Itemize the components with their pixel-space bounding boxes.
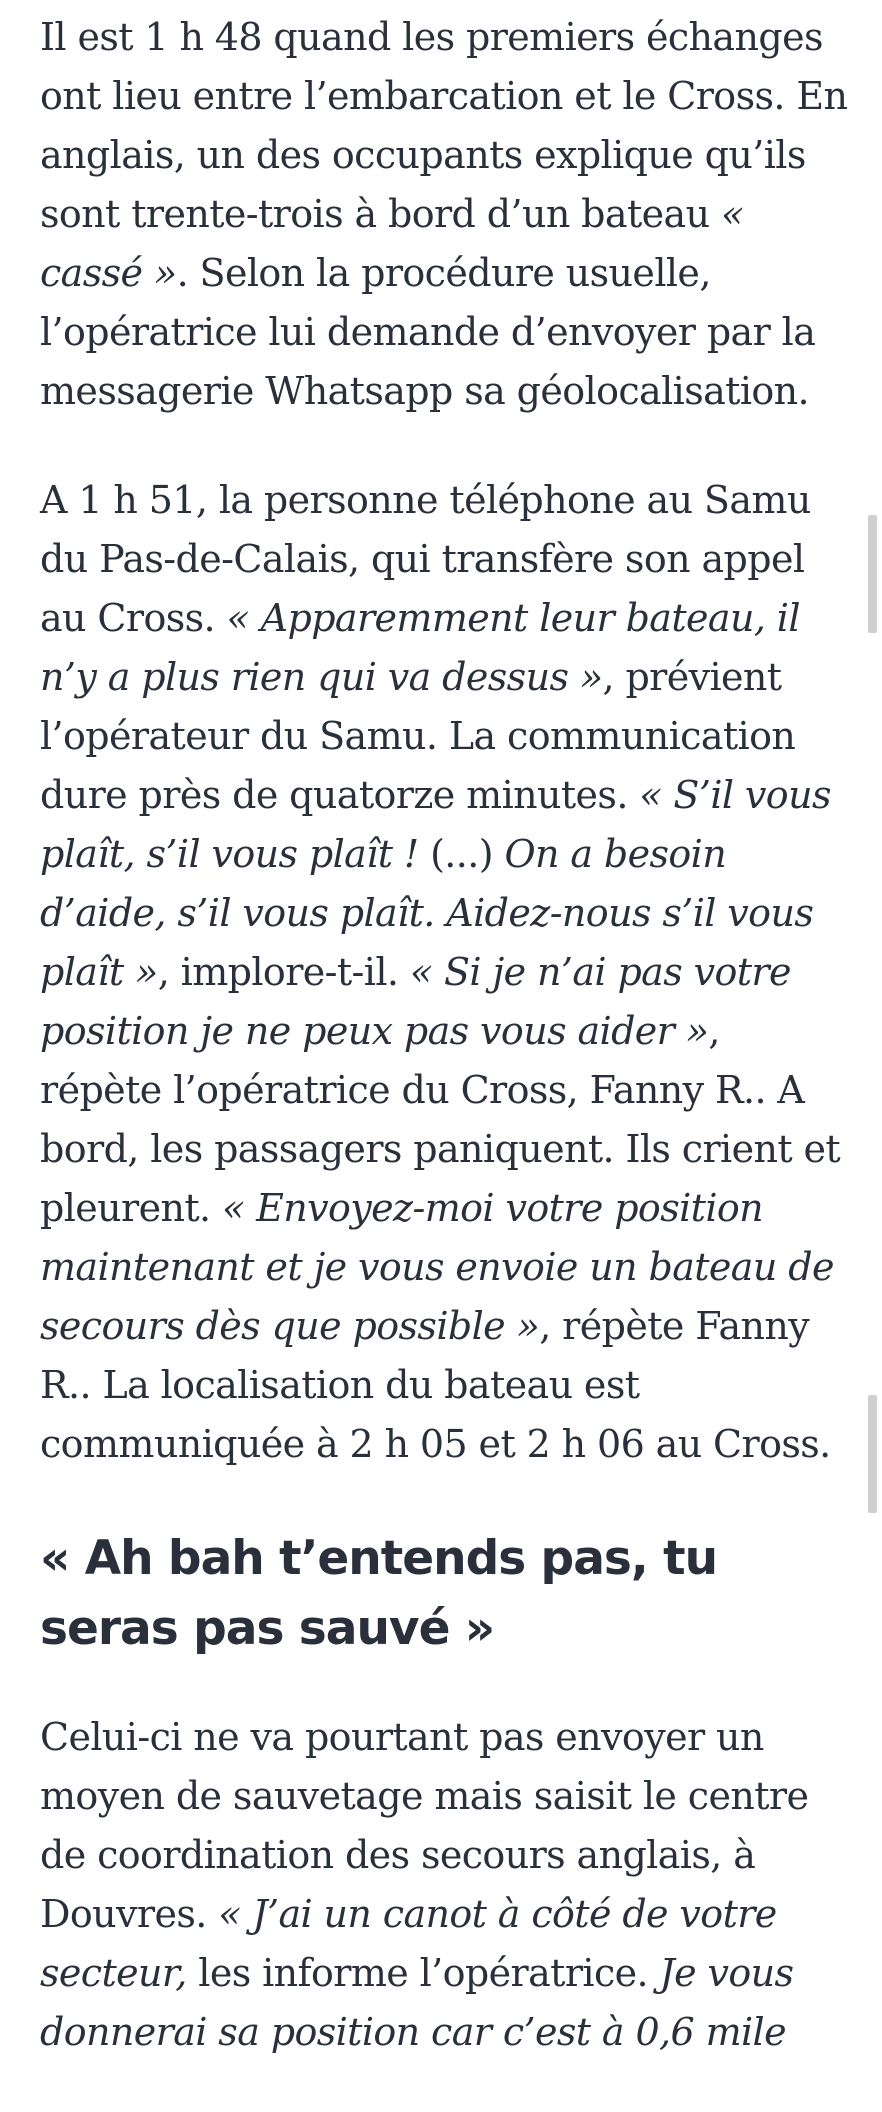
text: Celui-ci ne va pourtant pas envoyer un moyen de sauvetage mais saisit le centre de coordination des secours anglais, à Douvres. [40,1715,809,1936]
scroll-indicator[interactable] [868,1395,877,1513]
quote: « J’ai un canot à côté de votre secteur, [40,1892,777,1995]
quote: « cassé » [40,192,744,295]
article-body [40,8,852,2112]
text: Il est 1 h 48 quand les premiers échanges ont lieu entre l’embarcation et le Cross. En anglais, un des occupants explique qu’ils sont trente-trois à bord d’un bateau [40,15,848,236]
text: les informe l’opératrice. [186,1951,660,1995]
text: , répète l’opératrice du Cross, Fanny R.. A bord, les passagers paniquent. Ils crient et pleurent. [40,1009,841,1230]
section-heading: « Ah bah t’entends pas, tu seras pas sauvé » [40,1531,718,1656]
paragraph-samu-call [40,471,852,1474]
quote: « Apparemment leur bateau, il n’y a plus rien qui va dessus » [40,596,800,699]
text: , prévient l’opérateur du Samu. La communication dure près de quatorze minutes. [40,655,796,817]
text: , implore-t-il. [157,950,410,994]
text: A 1 h 51, la personne téléphone au Samu du Pas-de-Calais, qui transfère son appel au Cross. [40,478,811,640]
quote: « Envoyez-moi votre position maintenant et je vous envoie un bateau de secours dès que possible » [40,1186,834,1348]
paragraph-dover [40,1708,852,2062]
quote: Je vous donnerai sa position car c’est à 0,6 mile [40,1951,794,2054]
text: , répète Fanny R.. La localisation du bateau est communiquée à 2 h 05 et 2 h 06 au Cross. [40,1304,831,1466]
paragraph-first-contact [40,8,852,421]
quote: « Si je n’ai pas votre position je ne peux pas vous aider » [40,950,791,1053]
ellipsis: (...) [430,832,493,876]
quote: On a besoin d’aide, s’il vous plaît. Aidez-nous s’il vous plaît » [40,832,814,994]
text: . Selon la procédure usuelle, l’opératrice lui demande d’envoyer par la messagerie Whatsapp sa géolocalisation. [40,251,816,413]
quote: « S’il vous plaît, s’il vous plaît ! [40,773,831,876]
scroll-indicator[interactable] [868,515,877,633]
